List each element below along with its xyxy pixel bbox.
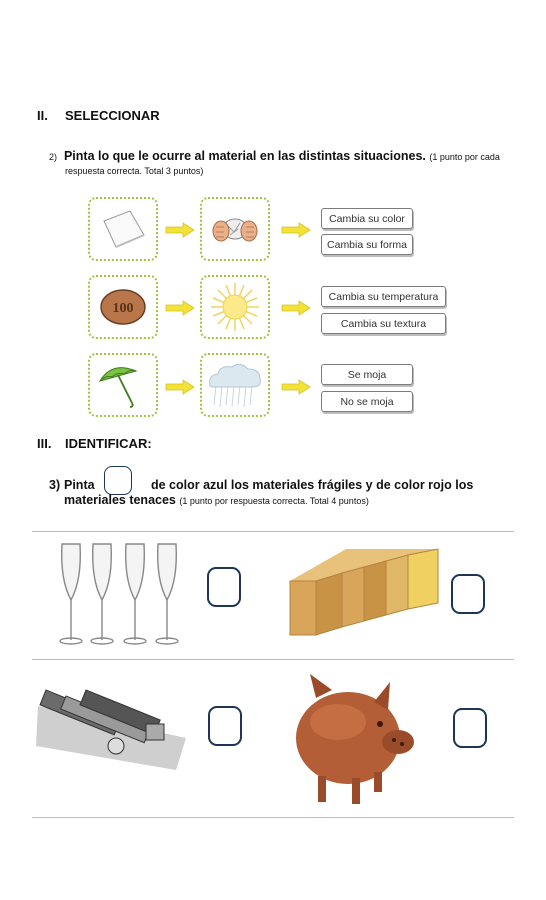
question-3-points: (1 punto por respuesta correcta. Total 4 puntos) <box>179 496 369 506</box>
option-cambia-color[interactable]: Cambia su color <box>321 208 413 229</box>
question-3-word-pinta: Pinta <box>64 478 95 492</box>
hands-crumpling-paper-icon <box>202 199 268 259</box>
arrow-right-icon <box>281 379 311 395</box>
rain-cloud-icon <box>202 355 268 415</box>
option-cambia-forma[interactable]: Cambia su forma <box>321 234 413 255</box>
option-se-moja[interactable]: Se moja <box>321 364 413 385</box>
sun-icon <box>202 277 268 337</box>
answer-box-wood[interactable] <box>451 574 485 614</box>
umbrella-frame <box>88 353 158 417</box>
question-2-points-b: respuesta correcta. Total 3 puntos) <box>65 166 204 176</box>
divider <box>32 531 514 532</box>
section-2-title: SELECCIONAR <box>65 108 160 123</box>
clay-piggy-bank-image <box>290 668 420 808</box>
answer-box-pig[interactable] <box>453 708 487 748</box>
question-2-prompt: Pinta lo que le ocurre al material en las distintas situaciones. <box>63 149 426 163</box>
crumpled-paper-frame <box>200 197 270 261</box>
question-2-points-a: (1 punto por cada <box>429 152 500 162</box>
question-3-prompt: de color azul los materiales frágiles y de color rojo los <box>151 478 474 492</box>
coin-value: 100 <box>112 301 134 316</box>
option-cambia-temperatura[interactable]: Cambia su temperatura <box>321 286 446 307</box>
divider <box>32 659 514 660</box>
question-2-number: 2) <box>49 152 58 162</box>
question-2 <box>49 148 519 166</box>
question-3-prompt-line2: materiales tenaces <box>64 493 176 507</box>
option-no-se-moja[interactable]: No se moja <box>321 391 413 412</box>
paper-sheet-icon <box>90 199 156 259</box>
option-cambia-textura[interactable]: Cambia su textura <box>321 313 446 334</box>
rain-cloud-frame <box>200 353 270 417</box>
arrow-right-icon <box>281 222 311 238</box>
section-2-number: II. <box>37 108 48 123</box>
legend-square <box>104 466 132 495</box>
answer-box-steel[interactable] <box>208 706 242 746</box>
divider <box>32 817 514 818</box>
section-3-number: III. <box>37 436 52 451</box>
arrow-right-icon <box>165 300 195 316</box>
steel-bars-image <box>36 686 186 770</box>
coin-frame <box>88 275 158 339</box>
arrow-right-icon <box>281 300 311 316</box>
section-3-title: IDENTIFICAR: <box>65 436 152 451</box>
arrow-right-icon <box>165 379 195 395</box>
question-3-number: 3) <box>49 478 61 492</box>
umbrella-icon <box>90 355 156 415</box>
wood-planks-image <box>286 545 442 645</box>
sun-frame <box>200 275 270 339</box>
question-3-line2 <box>64 492 369 510</box>
paper-frame <box>88 197 158 261</box>
arrow-right-icon <box>165 222 195 238</box>
coin-icon <box>90 277 156 337</box>
wine-glasses-image <box>54 540 184 650</box>
answer-box-glasses[interactable] <box>207 567 241 607</box>
